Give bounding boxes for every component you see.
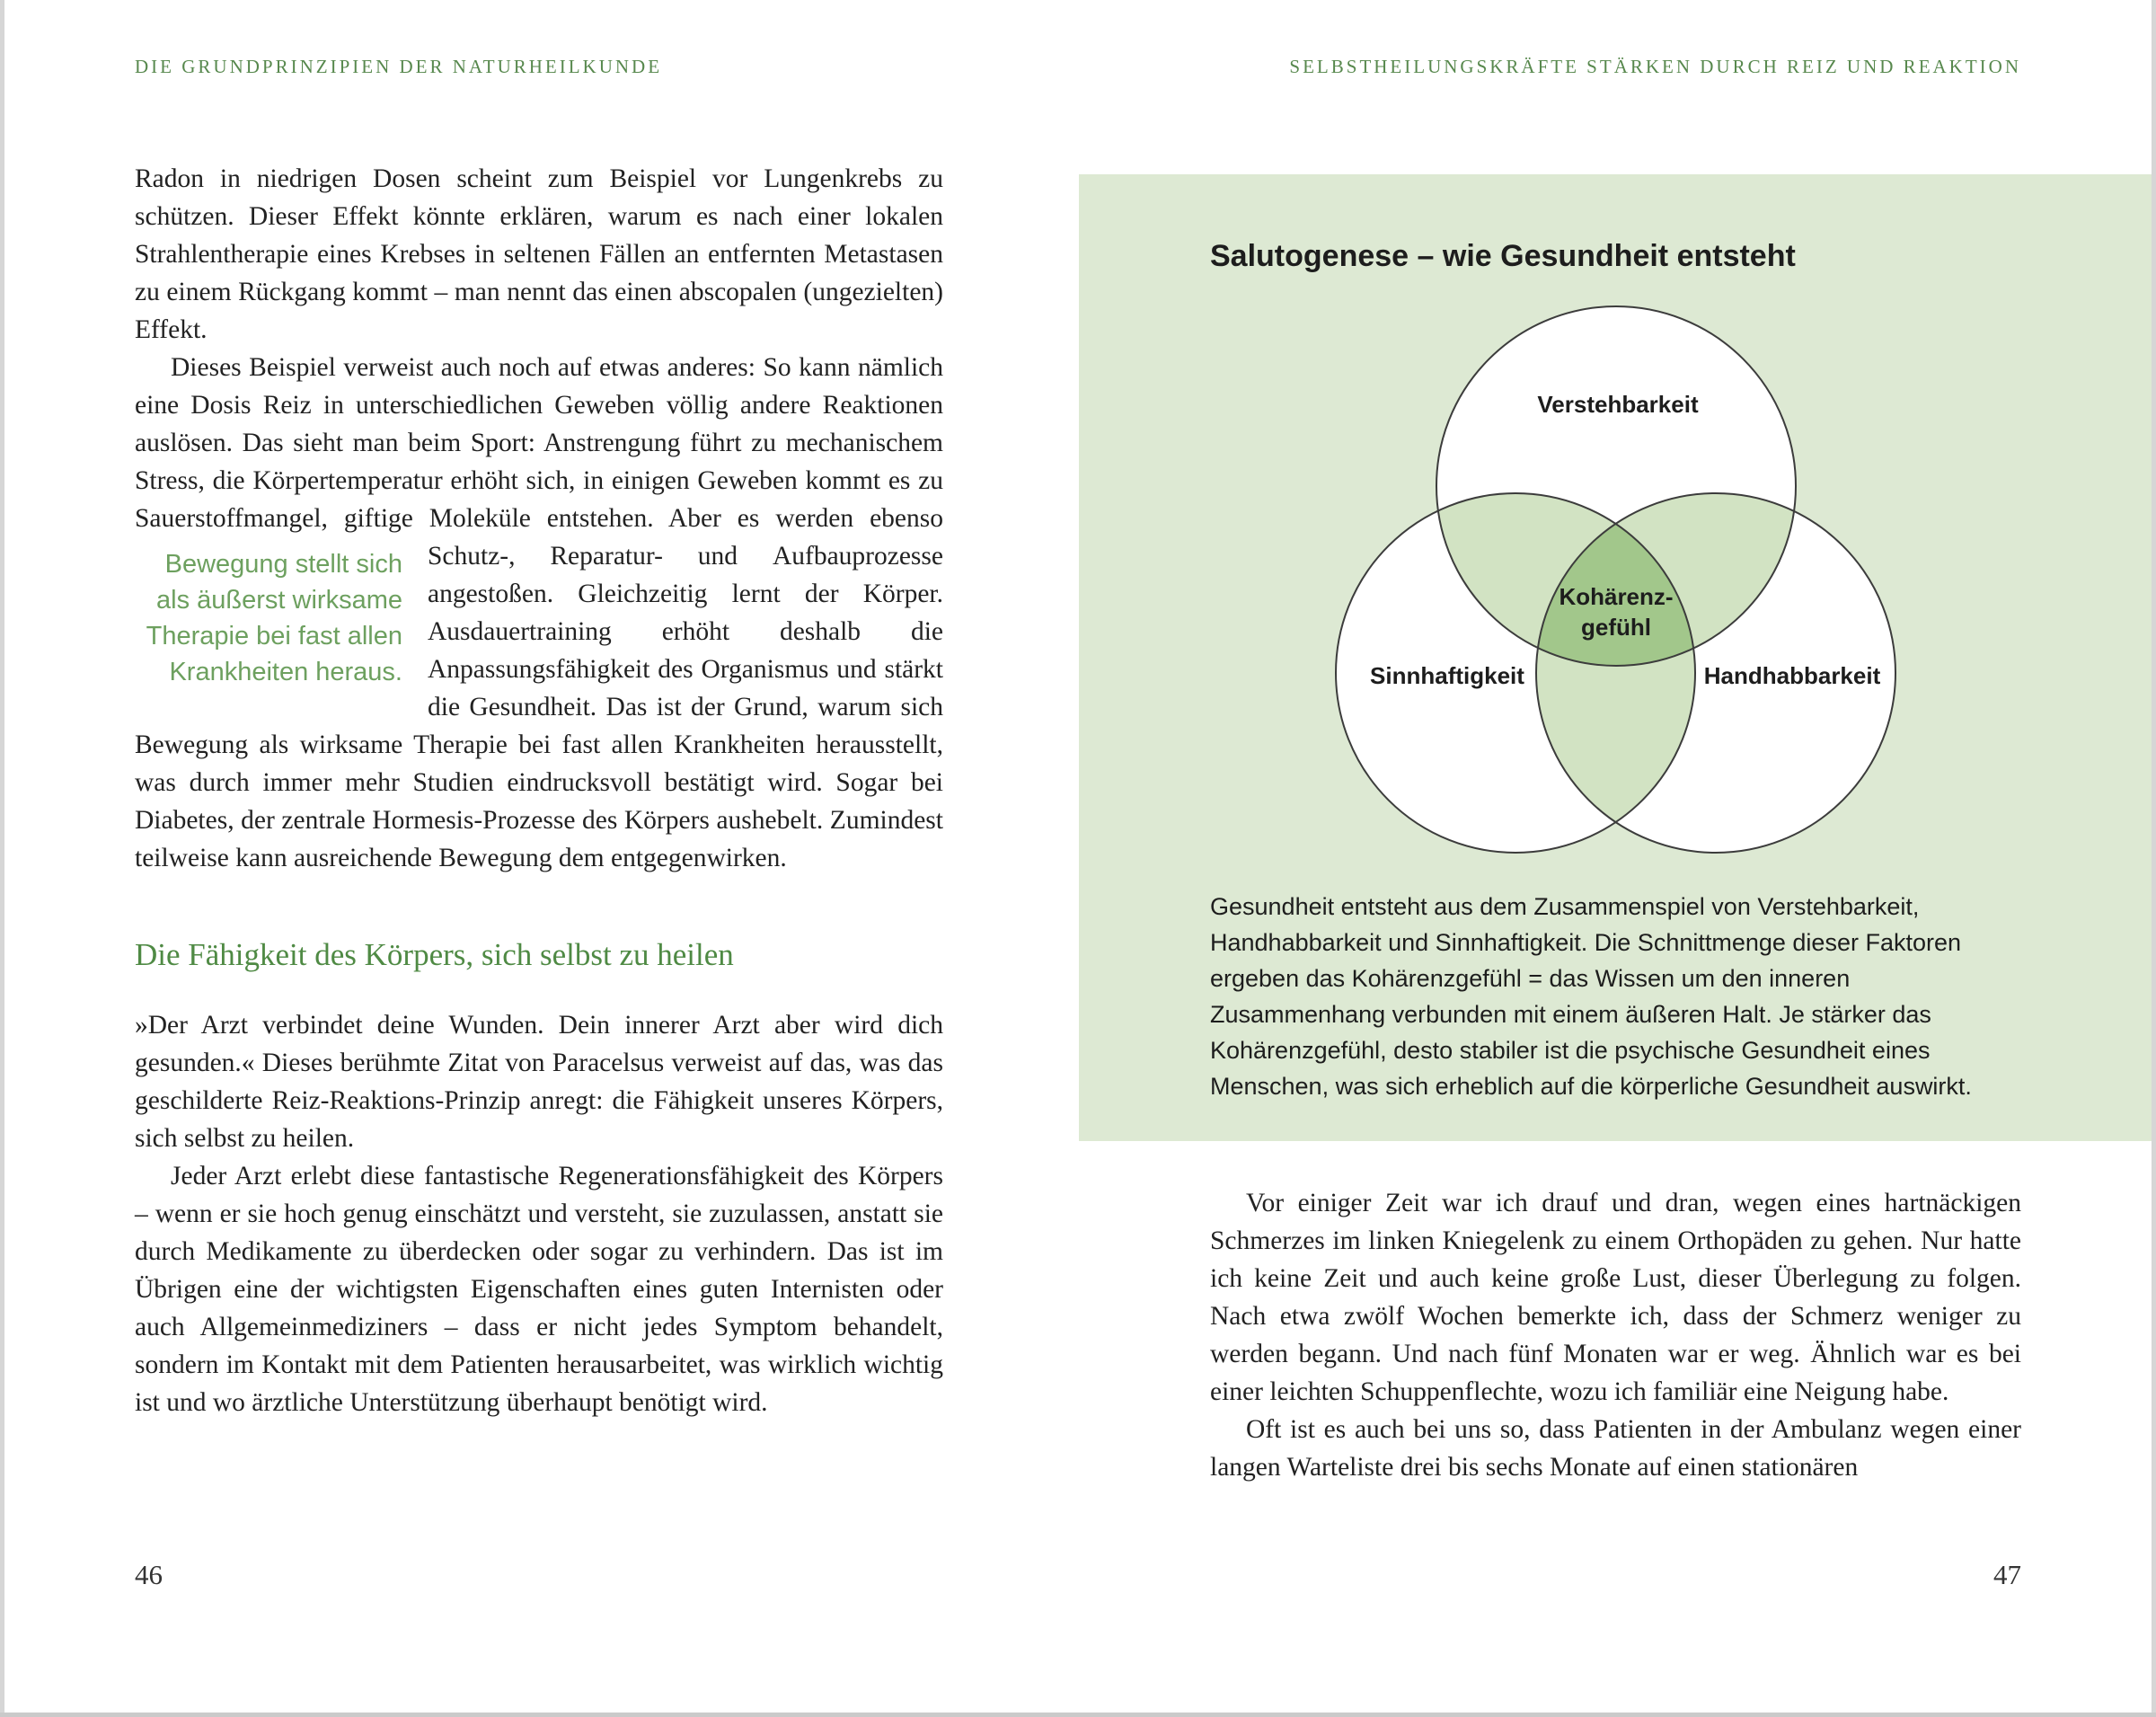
paragraph xyxy=(1210,1411,2021,1486)
paragraph xyxy=(135,349,943,877)
salutogenese-infobox xyxy=(1079,174,2156,1141)
running-head-left: DIE GRUNDPRINZIPIEN DER NATURHEILKUNDE xyxy=(135,56,663,77)
paragraph xyxy=(135,1006,943,1157)
paragraph xyxy=(135,160,943,349)
venn-label-kohaerenzgefuehl-line1: Kohärenz- xyxy=(1558,583,1674,610)
paragraph xyxy=(135,1157,943,1421)
paragraph-text: Oft ist es auch bei uns so, dass Patienten in der Ambulanz wegen einer langen Warteliste drei bis sechs Monate auf einen stationären xyxy=(1210,1415,2021,1482)
paragraph-text: »Der Arzt verbindet deine Wunden. Dein innerer Arzt aber wird dich gesunden.« Dieses berühmte Zitat von Paracelsus verweist auf das, was das geschilderte Reiz-Reaktions-Prinzip anregt: die Fähigkeit unseres Körpers, sich selbst zu heilen. xyxy=(135,1011,943,1153)
left-page-column xyxy=(135,160,943,1421)
infobox-caption: Gesundheit entsteht aus dem Zusammenspiel von Verstehbarkeit, Handhabbarkeit und Sinnhaftigkeit. Die Schnittmenge dieser Faktoren ergeben das Kohärenzgefühl = das Wissen um den inneren Zusammenhang verbunden mit einem äußeren Halt. Je stärker das Kohärenzgefühl, desto stabiler ist die psychische Gesundheit eines Menschen, was sich erheblich auf die körperliche Gesundheit auswirkt. xyxy=(1210,893,1972,1100)
right-page-column xyxy=(1210,1184,2021,1486)
venn-diagram xyxy=(1257,297,1975,872)
paragraph-text: Radon in niedrigen Dosen scheint zum Beispiel vor Lungenkrebs zu schützen. Dieser Effekt könnte erklären, warum es nach einer lokalen Strahlentherapie eines Krebses in seltenen Fällen an entfernten Metastasen zu einem Rückgang kommt – man nennt das einen abscopalen (ungezielten) Effekt. xyxy=(135,164,943,344)
venn-label-sinnhaftigkeit: Sinnhaftigkeit xyxy=(1369,662,1524,689)
scan-edge-bottom xyxy=(0,1713,2156,1717)
page-number-right: 47 xyxy=(1993,1559,2021,1590)
pull-quote: Bewegung stellt sich als äußerst wirksame Therapie bei fast allen Krankheiten heraus. xyxy=(146,550,402,686)
paragraph-text: Dieses Beispiel verweist auch noch auf etwas anderes: So kann nämlich eine Dosis Reiz in unterschiedlichen Geweben völlig andere Reaktionen auslösen. Das sieht man beim Sport: Anstrengung führt zu mechanischem Stress, die Körpertemperatur erhöht sich, in einigen Geweben kommt es zu Sauerstoffmangel, giftige Moleküle entstehen. Aber es werden ebenso Schutz-, Reparatur- und xyxy=(135,353,943,571)
paragraph xyxy=(1210,1184,2021,1411)
venn-label-verstehbarkeit: Verstehbarkeit xyxy=(1536,391,1699,418)
paragraph-text: Aufbauprozesse angestoßen. Gleichzeitig lernt der Körper. Ausdauertraining erhöht deshalb die Anpassungsfähigkeit des Organismus und stärkt die Gesundheit. Das ist der Grund, warum sich Bewegung als wirksame Therapie bei fast allen Krankheiten herausstellt, was durch immer mehr Studien eindrucksvoll bestätigt wird. Sogar bei Diabetes, der zentrale Hormesis-Prozesse des Körpers aushebelt. Zumindest teilweise kann ausreichende Bewegung dem entgegenwirken. xyxy=(135,542,943,872)
scan-edge-left xyxy=(0,0,4,1717)
scan-edge-right xyxy=(2152,0,2156,1717)
section-heading: Die Fähigkeit des Körpers, sich selbst zu heilen xyxy=(135,937,734,972)
venn-label-handhabbarkeit: Handhabbarkeit xyxy=(1703,662,1880,689)
paragraph-text: Vor einiger Zeit war ich drauf und dran, wegen eines hartnäckigen Schmerzes im linken Kniegelenk zu einem Orthopäden zu gehen. Nur hatte ich keine Zeit und auch keine große Lust, dieser Überlegung zu folgen. Nach etwa zwölf Wochen bemerkte ich, dass der Schmerz weniger zu werden begann. Und nach fünf Monaten war er weg. Ähnlich war es bei einer leichten Schuppenflechte, wozu ich familiär eine Neigung habe. xyxy=(1210,1189,2021,1406)
venn-label-kohaerenzgefuehl-line2: gefühl xyxy=(1580,614,1651,641)
paragraph-text: Jeder Arzt erlebt diese fantastische Regenerationsfähigkeit des Körpers – wenn er sie hoch genug einschätzt und versteht, sie zuzulassen, anstatt sie durch Medikamente zu überdecken oder sogar zu verhindern. Das ist im Übrigen eine der wichtigsten Eigenschaften eines guten Internisten oder auch Allgemeinmediziners – dass er nicht jedes Symptom behandelt, sondern im Kontakt mit dem Patienten herausarbeitet, was wirklich wichtig ist und wo ärztliche Unterstützung überhaupt benötigt wird. xyxy=(135,1162,943,1417)
infobox-title: Salutogenese – wie Gesundheit entsteht xyxy=(1210,239,1796,273)
page-number-left: 46 xyxy=(135,1559,163,1590)
running-head-right: SELBSTHEILUNGSKRÄFTE STÄRKEN DURCH REIZ UND REAKTION xyxy=(1289,56,2021,77)
